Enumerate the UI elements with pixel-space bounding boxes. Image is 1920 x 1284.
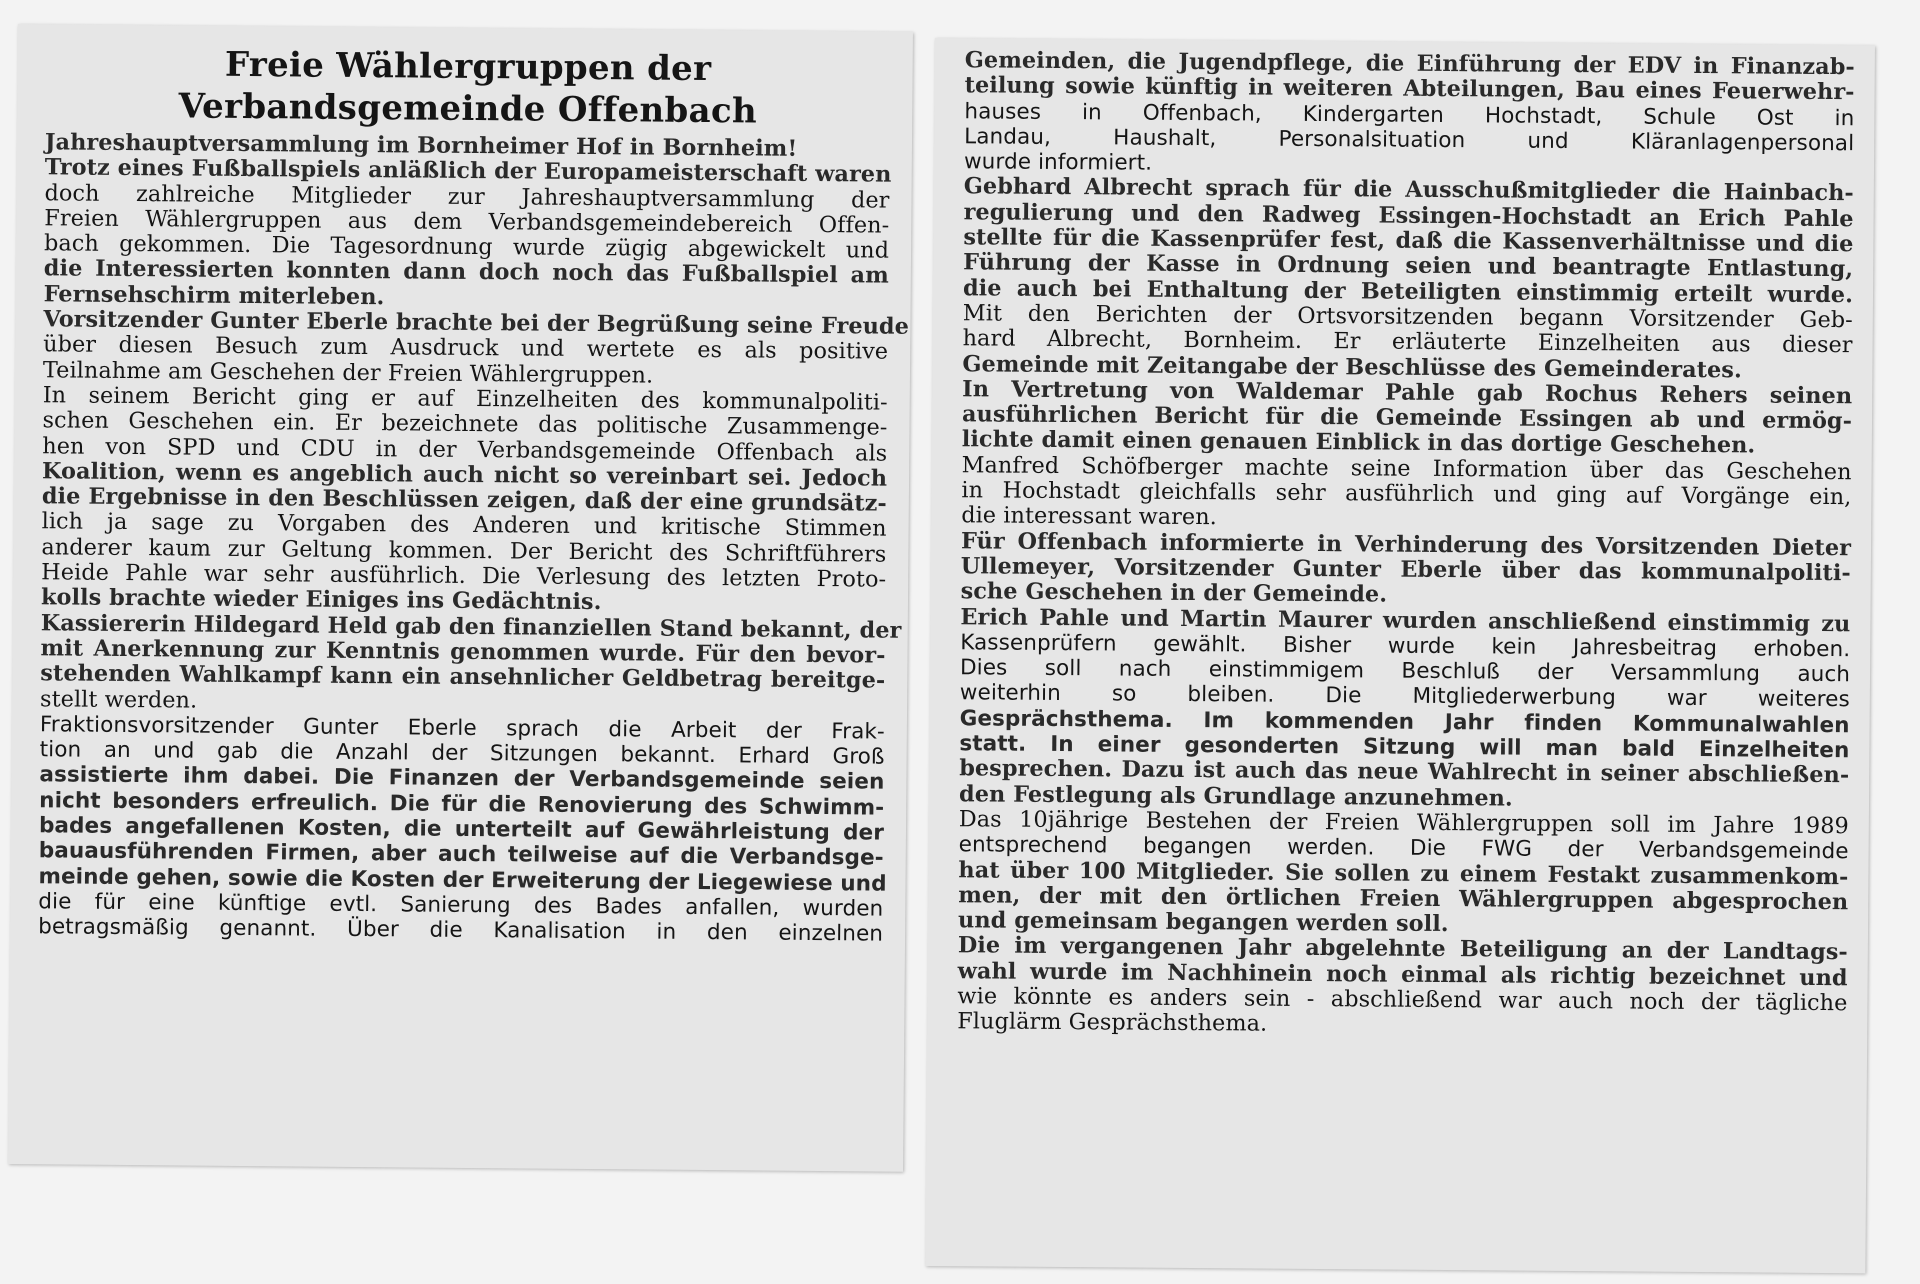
text-line: sche Geschehen in der Gemeinde.	[960, 578, 1388, 608]
text-line: Führung der Kasse in Ordnung seien und beantragte Entlastung,	[963, 249, 1854, 283]
text-line: hen von SPD und CDU in der Verbandsgemeinde Offenbach als	[42, 432, 888, 467]
text-line: hard Albrecht, Bornheim. Er erläuterte Einzelheiten aus dieser	[962, 325, 1853, 359]
text-line: Ullemeyer, Vorsitzender Gunter Eberle über das kommunalpoliti-	[960, 553, 1851, 587]
text-line: bades angefallenen Kosten, die unterteilt auf Gewährleistung der	[38, 813, 885, 846]
text-line: Gemeinden, die Jugendpflege, die Einführung der EDV in Finanzab-	[964, 47, 1855, 81]
article-body-right	[957, 48, 1855, 1042]
headline-line-1: Freie Wählergruppen der	[224, 44, 712, 90]
text-line: statt. In einer gesonderten Sitzung will man bald Einzelheiten	[959, 731, 1850, 764]
text-line: wahl wurde im Nachhinein noch einmal als richtig bezeichnet und	[957, 957, 1848, 991]
text-line: Fernsehschirm miterleben.	[43, 281, 385, 310]
text-line: mit Anerkennung zur Kenntnis genommen wurde. Für den bevor-	[40, 635, 886, 669]
text-line: teilung sowie künftig in weiteren Abteilungen, Bau eines Feuerwehr-	[964, 72, 1855, 106]
article-headline	[45, 42, 891, 133]
text-line: ausführlichen Bericht für die Gemeinde Essingen ab und ermög-	[961, 401, 1853, 435]
text-line: Fluglärm Gesprächsthema.	[957, 1008, 1268, 1037]
text-line: schen Geschehen ein. Er bezeichnete das politische Zusammenge-	[42, 407, 888, 441]
text-line: assistierte ihm dabei. Die Finanzen der Verbandsgemeinde seien	[39, 762, 885, 796]
text-line: Dies soll nach einstimmigem Beschluß der Versammlung auch	[959, 655, 1851, 688]
text-line: die interessant waren.	[961, 502, 1218, 531]
text-line: nicht besonders erfreulich. Die für die Renovierung des Schwimm-	[39, 787, 885, 821]
text-line: bauausführenden Firmen, aber auch teilweise auf die Verbandsge-	[38, 838, 884, 871]
text-line: Die im vergangenen Jahr abgelehnte Beteiligung an der Landtags-	[957, 932, 1848, 966]
text-line: die Interessierten konnten dann doch noch das Fußballspiel am	[43, 255, 889, 290]
clipping-left	[8, 24, 913, 1172]
text-line: Für Offenbach informierte in Verhinderung des Vorsitzenden Dieter	[960, 527, 1852, 561]
text-line: Jahreshauptversammlung im Bornheimer Hof in Bornheim!	[44, 129, 798, 162]
text-line: Das 10jährige Bestehen der Freien Wählergruppen soll im Jahre 1989	[958, 806, 1849, 840]
text-line: über diesen Besuch zum Ausdruck und wertete es als positive	[43, 331, 889, 365]
text-line: bach gekommen. Die Tagesordnung wurde zügig abgewickelt und	[43, 230, 890, 264]
text-line: Erich Pahle und Martin Maurer wurden anschließend einstimmig zu	[960, 603, 1851, 637]
text-line: stellt werden.	[39, 685, 198, 714]
article-body-left	[38, 129, 910, 947]
text-line: Gebhard Albrecht sprach für die Ausschußmitglieder die Hainbach-	[963, 173, 1854, 207]
text-line: In seinem Bericht ging er auf Einzelheiten des kommunalpoliti-	[42, 382, 888, 416]
clipping-right	[925, 38, 1875, 1273]
text-line: Heide Pahle war sehr ausführlich. Die Verlesung des letzten Proto-	[41, 559, 887, 593]
text-line: in Hochstadt gleichfalls sehr ausführlich und ging auf Vorgänge ein,	[961, 477, 1852, 511]
text-line: Kassiererin Hildegard Held gab den finanziellen Stand bekannt, der	[40, 609, 902, 644]
text-line: tion an und gab die Anzahl der Sitzungen bekannt. Erhard Groß	[39, 737, 885, 770]
text-line: Gemeinde mit Zeitangabe der Beschlüsse des Gemeinderates.	[962, 350, 1742, 383]
text-line: lichte damit einen genauen Einblick in das dortige Geschehen.	[961, 426, 1756, 459]
article-column-left	[38, 42, 910, 947]
text-line: Freien Wählergruppen aus dem Verbandsgemeindebereich Offen-	[44, 205, 890, 239]
text-line: men, der mit den örtlichen Freien Wählergruppen abgesprochen	[958, 882, 1849, 915]
text-line: die für eine künftige evtl. Sanierung des Bades anfallen, wurden	[38, 889, 884, 922]
headline-line-2: Verbandsgemeinde Offenbach	[178, 86, 758, 132]
text-line: die auch bei Enthaltung der Beteiligten einstimmig erteilt wurde.	[962, 274, 1854, 308]
text-line: anderer kaum zur Geltung kommen. Der Bericht des Schriftführers	[41, 533, 887, 568]
text-line: stehenden Wahlkampf kann ein ansehnlicher Geldbetrag bereitge-	[40, 660, 886, 694]
text-line: stellte für die Kassenprüfer fest, daß die Kassenverhältnisse und die	[963, 224, 1854, 258]
text-line: kolls brachte wieder Einiges ins Gedächtnis.	[40, 584, 602, 616]
text-line: Mit den Berichten der Ortsvorsitzenden begann Vorsitzender Geb-	[962, 300, 1853, 334]
text-line: Vorsitzender Gunter Eberle brachte bei der Begrüßung seine Freude	[43, 306, 910, 340]
text-line: Kassenprüfern gewählt. Bisher wurde kein Jahresbeitrag erhoben.	[960, 630, 1851, 663]
text-line: wurde informiert.	[963, 149, 1153, 176]
text-line: den Festlegung als Grundlage anzunehmen.	[958, 780, 1513, 812]
text-line: lich ja sage zu Vorgaben des Anderen und kritische Stimmen	[41, 508, 887, 543]
text-line: meinde gehen, sowie die Kosten der Erweiterung der Liegewiese und	[38, 863, 887, 897]
text-line: weiterhin so bleiben. Die Mitgliederwerbung war weiteres	[959, 680, 1850, 713]
text-line: Trotz eines Fußballspiels anläßlich der Europameisterschaft waren	[44, 154, 892, 188]
text-line: Landau, Haushalt, Personalsituation und Kläranlagenpersonal	[964, 124, 1855, 157]
text-line: wie könnte es anders sein - abschließend war auch noch der tägliche	[957, 983, 1848, 1017]
text-line: Koalition, wenn es angeblich auch nicht so vereinbart sei. Jedoch	[41, 458, 888, 492]
text-line: entsprechend begangen werden. Die FWG der Verbandsgemeinde	[958, 832, 1849, 865]
text-line: hat über 100 Mitglieder. Sie sollen zu einem Festakt zusammenkom-	[958, 856, 1849, 890]
text-line: In Vertretung von Waldemar Pahle gab Rochus Rehers seinen	[962, 376, 1853, 410]
text-line: Teilnahme am Geschehen der Freien Wählergruppen.	[42, 356, 654, 389]
text-line: Manfred Schöfberger machte seine Information über das Geschehen	[961, 451, 1852, 485]
text-line: doch zahlreiche Mitglieder zur Jahreshauptversammlung der	[44, 179, 890, 214]
text-line: Fraktionsvorsitzender Gunter Eberle sprach die Arbeit der Frak-	[39, 712, 885, 745]
text-line: Gesprächsthema. Im kommenden Jahr finden Kommunalwahlen	[959, 705, 1850, 738]
text-line: die Ergebnisse in den Beschlüssen zeigen, daß der eine grundsätz-	[41, 483, 887, 517]
text-line: besprechen. Dazu ist auch das neue Wahlrecht in seiner abschließen-	[959, 755, 1850, 789]
text-line: hauses in Offenbach, Kindergarten Hochstadt, Schule Ost in	[964, 98, 1855, 131]
text-line: regulierung und den Radweg Essingen-Hochstadt an Erich Pahle	[963, 199, 1854, 233]
text-line: und gemeinsam begangen werden soll.	[957, 907, 1449, 938]
article-column-right	[957, 48, 1855, 1042]
text-line: betragsmäßig genannt. Über die Kanalisation in den einzelnen	[38, 914, 884, 947]
